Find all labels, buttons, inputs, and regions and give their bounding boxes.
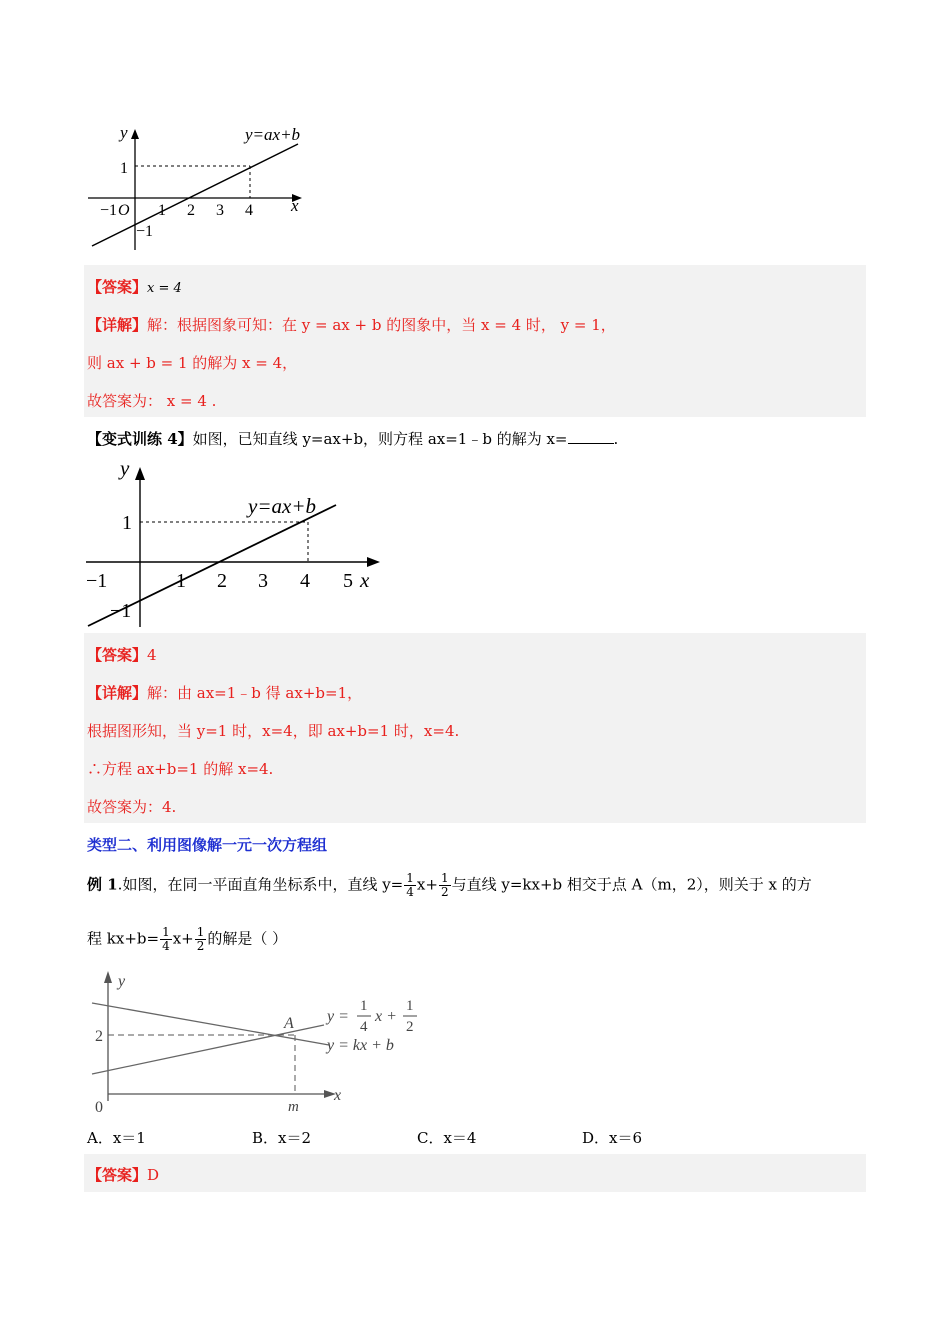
- fraction-denominator: 2: [440, 885, 449, 899]
- x-tick: 1: [176, 570, 186, 592]
- question-text: 程 kx+b=: [87, 929, 160, 948]
- question-text: 的解是（ ）: [207, 929, 288, 948]
- fraction: [439, 872, 451, 899]
- x-tick: 4: [300, 570, 310, 592]
- line-label-1: y =: [327, 1008, 349, 1025]
- detail-line: 则 ax + b = 1 的解为 x = 4，: [87, 354, 298, 372]
- fraction: [195, 926, 207, 953]
- x-axis-label: x: [334, 1087, 342, 1104]
- question-text: .: [613, 430, 619, 448]
- y-axis-label: y: [120, 123, 128, 142]
- fraction-denominator: 2: [196, 939, 205, 953]
- detail-line: ∴方程 ax+b=1 的解 x=4.: [87, 760, 274, 778]
- detail-text: 解：根据图象可知：在 y = ax + b 的图象中，当 x = 4 时， y = 1，: [147, 316, 616, 334]
- y-tick: 1: [122, 512, 132, 534]
- fraction: [404, 872, 416, 899]
- detail-tag: 【详解】: [87, 684, 148, 702]
- detail-line: [87, 314, 616, 335]
- question-text: 如图，已知直线 y=ax+b，则方程 ax=1﹣b 的解为 x=: [192, 430, 568, 448]
- y-tick: 2: [95, 1028, 103, 1045]
- detail-text: 解：由 ax=1﹣b 得 ax+b=1，: [147, 684, 363, 702]
- example-label: 例 1: [87, 875, 118, 894]
- x-tick: −1: [86, 570, 108, 592]
- graph-2: [80, 455, 390, 630]
- answer-block-3: [84, 1154, 866, 1192]
- y-axis-label: y: [118, 973, 126, 990]
- x-tick: −1: [100, 202, 118, 219]
- question-text: 与直线 y=kx+b 相交于点 A（m，2），则关于 x 的方: [451, 875, 812, 894]
- question-text: x+: [416, 875, 438, 894]
- x-tick: 5: [343, 570, 353, 592]
- x-tick: 2: [217, 570, 227, 592]
- graph-1: [80, 120, 320, 255]
- origin-label: 0: [95, 1099, 103, 1116]
- detail-tag: 【详解】: [87, 316, 148, 334]
- fraction-numerator: 1: [360, 998, 368, 1014]
- option-d[interactable]: D．x＝6: [582, 1129, 643, 1147]
- variant-label: 【变式训练 4】: [87, 430, 193, 448]
- variant-question: [87, 428, 618, 449]
- x-axis-label: x: [291, 196, 299, 215]
- answer-tag: 【答案】: [87, 646, 148, 664]
- option-c[interactable]: C．x＝4: [417, 1129, 477, 1147]
- detail-line: 故答案为：4.: [87, 798, 177, 816]
- line-label: y=ax+b: [245, 125, 301, 144]
- option-a[interactable]: A．x＝1: [87, 1129, 146, 1147]
- answer-line: [87, 1164, 159, 1185]
- answer-line: [87, 644, 157, 665]
- section-title: 类型二、利用图像解一元一次方程组: [87, 836, 328, 854]
- question-text: .如图，在同一平面直角坐标系中，直线 y=: [117, 875, 404, 894]
- x-tick: 2: [187, 202, 195, 219]
- example-question-line-2: [87, 926, 287, 953]
- answer-line: [87, 276, 182, 297]
- fraction-denominator: 2: [406, 1019, 414, 1035]
- fraction: [160, 926, 172, 953]
- x-tick: 3: [216, 202, 224, 219]
- fraction-numerator: 1: [196, 925, 205, 939]
- answer-tag: 【答案】: [87, 1166, 148, 1184]
- fraction-numerator: 1: [406, 998, 414, 1014]
- option-b[interactable]: B．x＝2: [252, 1129, 312, 1147]
- question-text: x+: [172, 929, 194, 948]
- detail-line: 根据图形知，当 y=1 时，x=4，即 ax+b=1 时，x=4.: [87, 722, 460, 740]
- answer-value: D: [147, 1166, 160, 1184]
- point-label: A: [284, 1015, 294, 1032]
- fraction-denominator: 4: [406, 885, 414, 899]
- answer-tag: 【答案】: [87, 278, 148, 296]
- x-tick: 4: [245, 202, 253, 219]
- example-question-line-1: [87, 872, 812, 899]
- line-label-2: y = kx + b: [327, 1037, 394, 1054]
- detail-line: [87, 682, 362, 703]
- y-tick: −1: [136, 223, 154, 240]
- graph-3: [84, 966, 424, 1116]
- x-tick: 1: [158, 202, 166, 219]
- fraction-denominator: 4: [162, 939, 170, 953]
- answer-blank: [568, 429, 614, 444]
- answer-value: 4: [147, 646, 157, 664]
- origin-label: O: [118, 202, 130, 219]
- y-tick: 1: [120, 160, 128, 177]
- fraction-numerator: 1: [406, 871, 414, 885]
- fraction-denominator: 4: [360, 1019, 368, 1035]
- fraction-numerator: 1: [440, 871, 449, 885]
- detail-line: 故答案为： x = 4 .: [87, 392, 217, 410]
- x-tick: m: [288, 1099, 299, 1115]
- line-label: y=ax+b: [248, 494, 316, 518]
- y-tick: −1: [110, 600, 132, 622]
- x-axis-label: x: [360, 568, 370, 592]
- fraction-numerator: 1: [162, 925, 170, 939]
- y-axis-label: y: [120, 456, 130, 480]
- line-label-1-x: x +: [375, 1008, 397, 1025]
- x-tick: 3: [258, 570, 268, 592]
- answer-value: x = 4: [147, 281, 182, 296]
